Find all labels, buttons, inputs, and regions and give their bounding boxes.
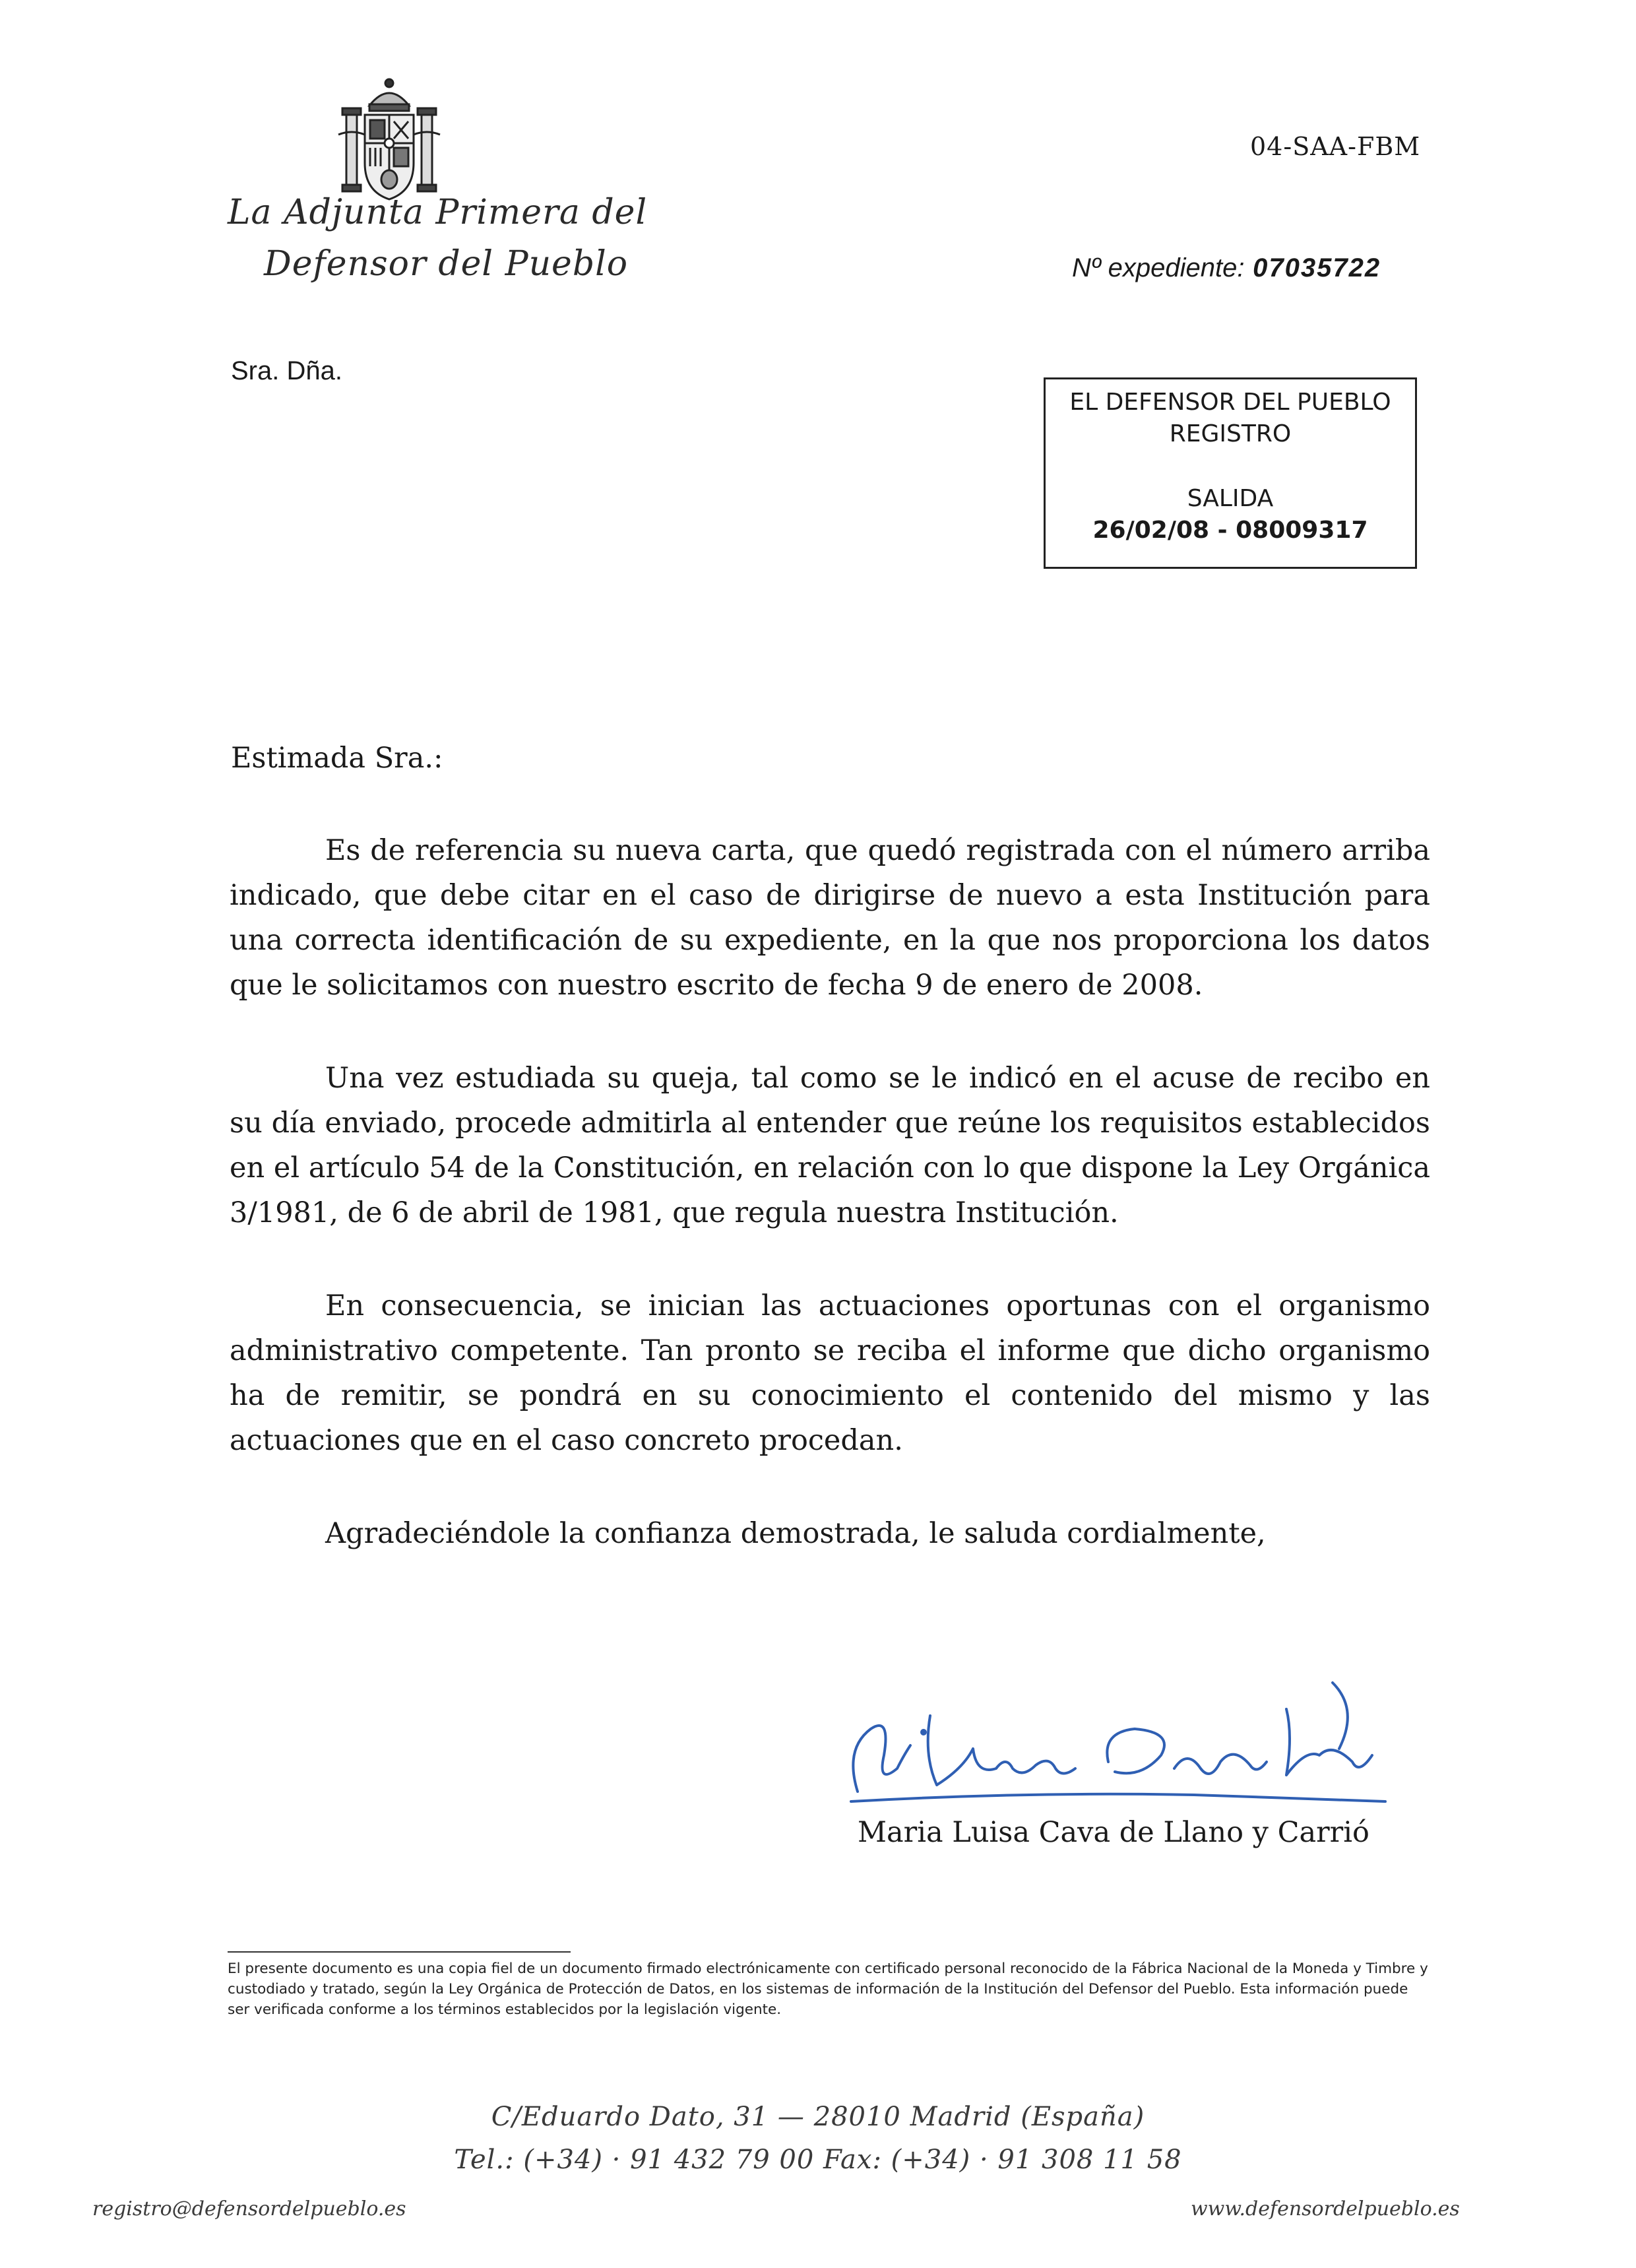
redacted-recipient-block (232, 393, 602, 515)
signer-name: Maria Luisa Cava de Llano y Carrió (858, 1816, 1369, 1849)
coat-of-arms-icon (333, 74, 445, 206)
office-title-line1: La Adjunta Primera del (228, 193, 648, 232)
letter-paragraph: En consecuencia, se inician las actuaciones oportunas con el organismo administrativo competente. Tan pronto se reciba el informe que dicho organismo ha de remitir, se pondrá en su conocimiento el contenido del mismo y las actuaciones que en el caso concreto procedan. (230, 1289, 1430, 1457)
institution-phones: Tel.: (+34) · 91 432 79 00 Fax: (+34) · 91 308 11 58 (454, 2145, 1182, 2175)
recipient-title: Sra. Dña. (231, 356, 342, 385)
letter-greeting: Estimada Sra.: (231, 742, 443, 775)
expediente-label: Nº expediente: (1072, 253, 1245, 282)
footer-divider (228, 1951, 571, 1953)
contact-email[interactable]: registro@defensordelpueblo.es (92, 2197, 406, 2220)
expediente-number: 07035722 (1253, 253, 1381, 282)
stamp-registry: REGISTRO (1169, 420, 1292, 447)
letter-paragraph: Una vez estudiada su queja, tal como se le indicó en el acuse de recibo en su día enviado, procede admitirla al entender que reúne los requisitos establecidos en el artículo 54 de la Constitución, en relación con lo que dispone la Ley Orgánica 3/1981, de 6 de abril de 1981, que regula nuestra Institución. (230, 1062, 1430, 1229)
website-link[interactable]: www.defensordelpueblo.es (1191, 2197, 1460, 2220)
letter-closing: Agradeciéndole la confianza demostrada, le saluda cordialmente, (325, 1517, 1266, 1550)
expediente-reference (1072, 253, 1381, 283)
handwritten-signature (831, 1669, 1392, 1828)
stamp-date-number: 26/02/08 - 08009317 (1092, 517, 1368, 544)
letter-paragraph: Es de referencia su nueva carta, que quedó registrada con el número arriba indicado, que debe citar en el caso de dirigirse de nuevo a esta Institución para una correcta identificación de su expediente, en la que nos proporciona los datos que le solicitamos con nuestro escrito de fecha 9 de enero de 2008. (230, 834, 1430, 1002)
stamp-institution: EL DEFENSOR DEL PUEBLO (1069, 389, 1391, 416)
institution-address: C/Eduardo Dato, 31 — 28010 Madrid (España) (491, 2102, 1145, 2132)
stamp-type: SALIDA (1187, 485, 1274, 512)
reference-code: 04-SAA-FBM (1250, 132, 1421, 161)
legal-note: El presente documento es una copia fiel de un documento firmado electrónicamente con certificado personal reconocido de la Fábrica Nacional de la Moneda y Timbre y custodiado y tratado, según la Ley Orgánica de Protección de Datos, en los sistemas de información de la Institución del Defensor del Pueblo. Esta información puede ser verificada conforme a los términos establecidos por la legislación vigente. (228, 1960, 1428, 2018)
office-title-line2: Defensor del Pueblo (264, 244, 629, 284)
registry-stamp (1044, 377, 1417, 569)
